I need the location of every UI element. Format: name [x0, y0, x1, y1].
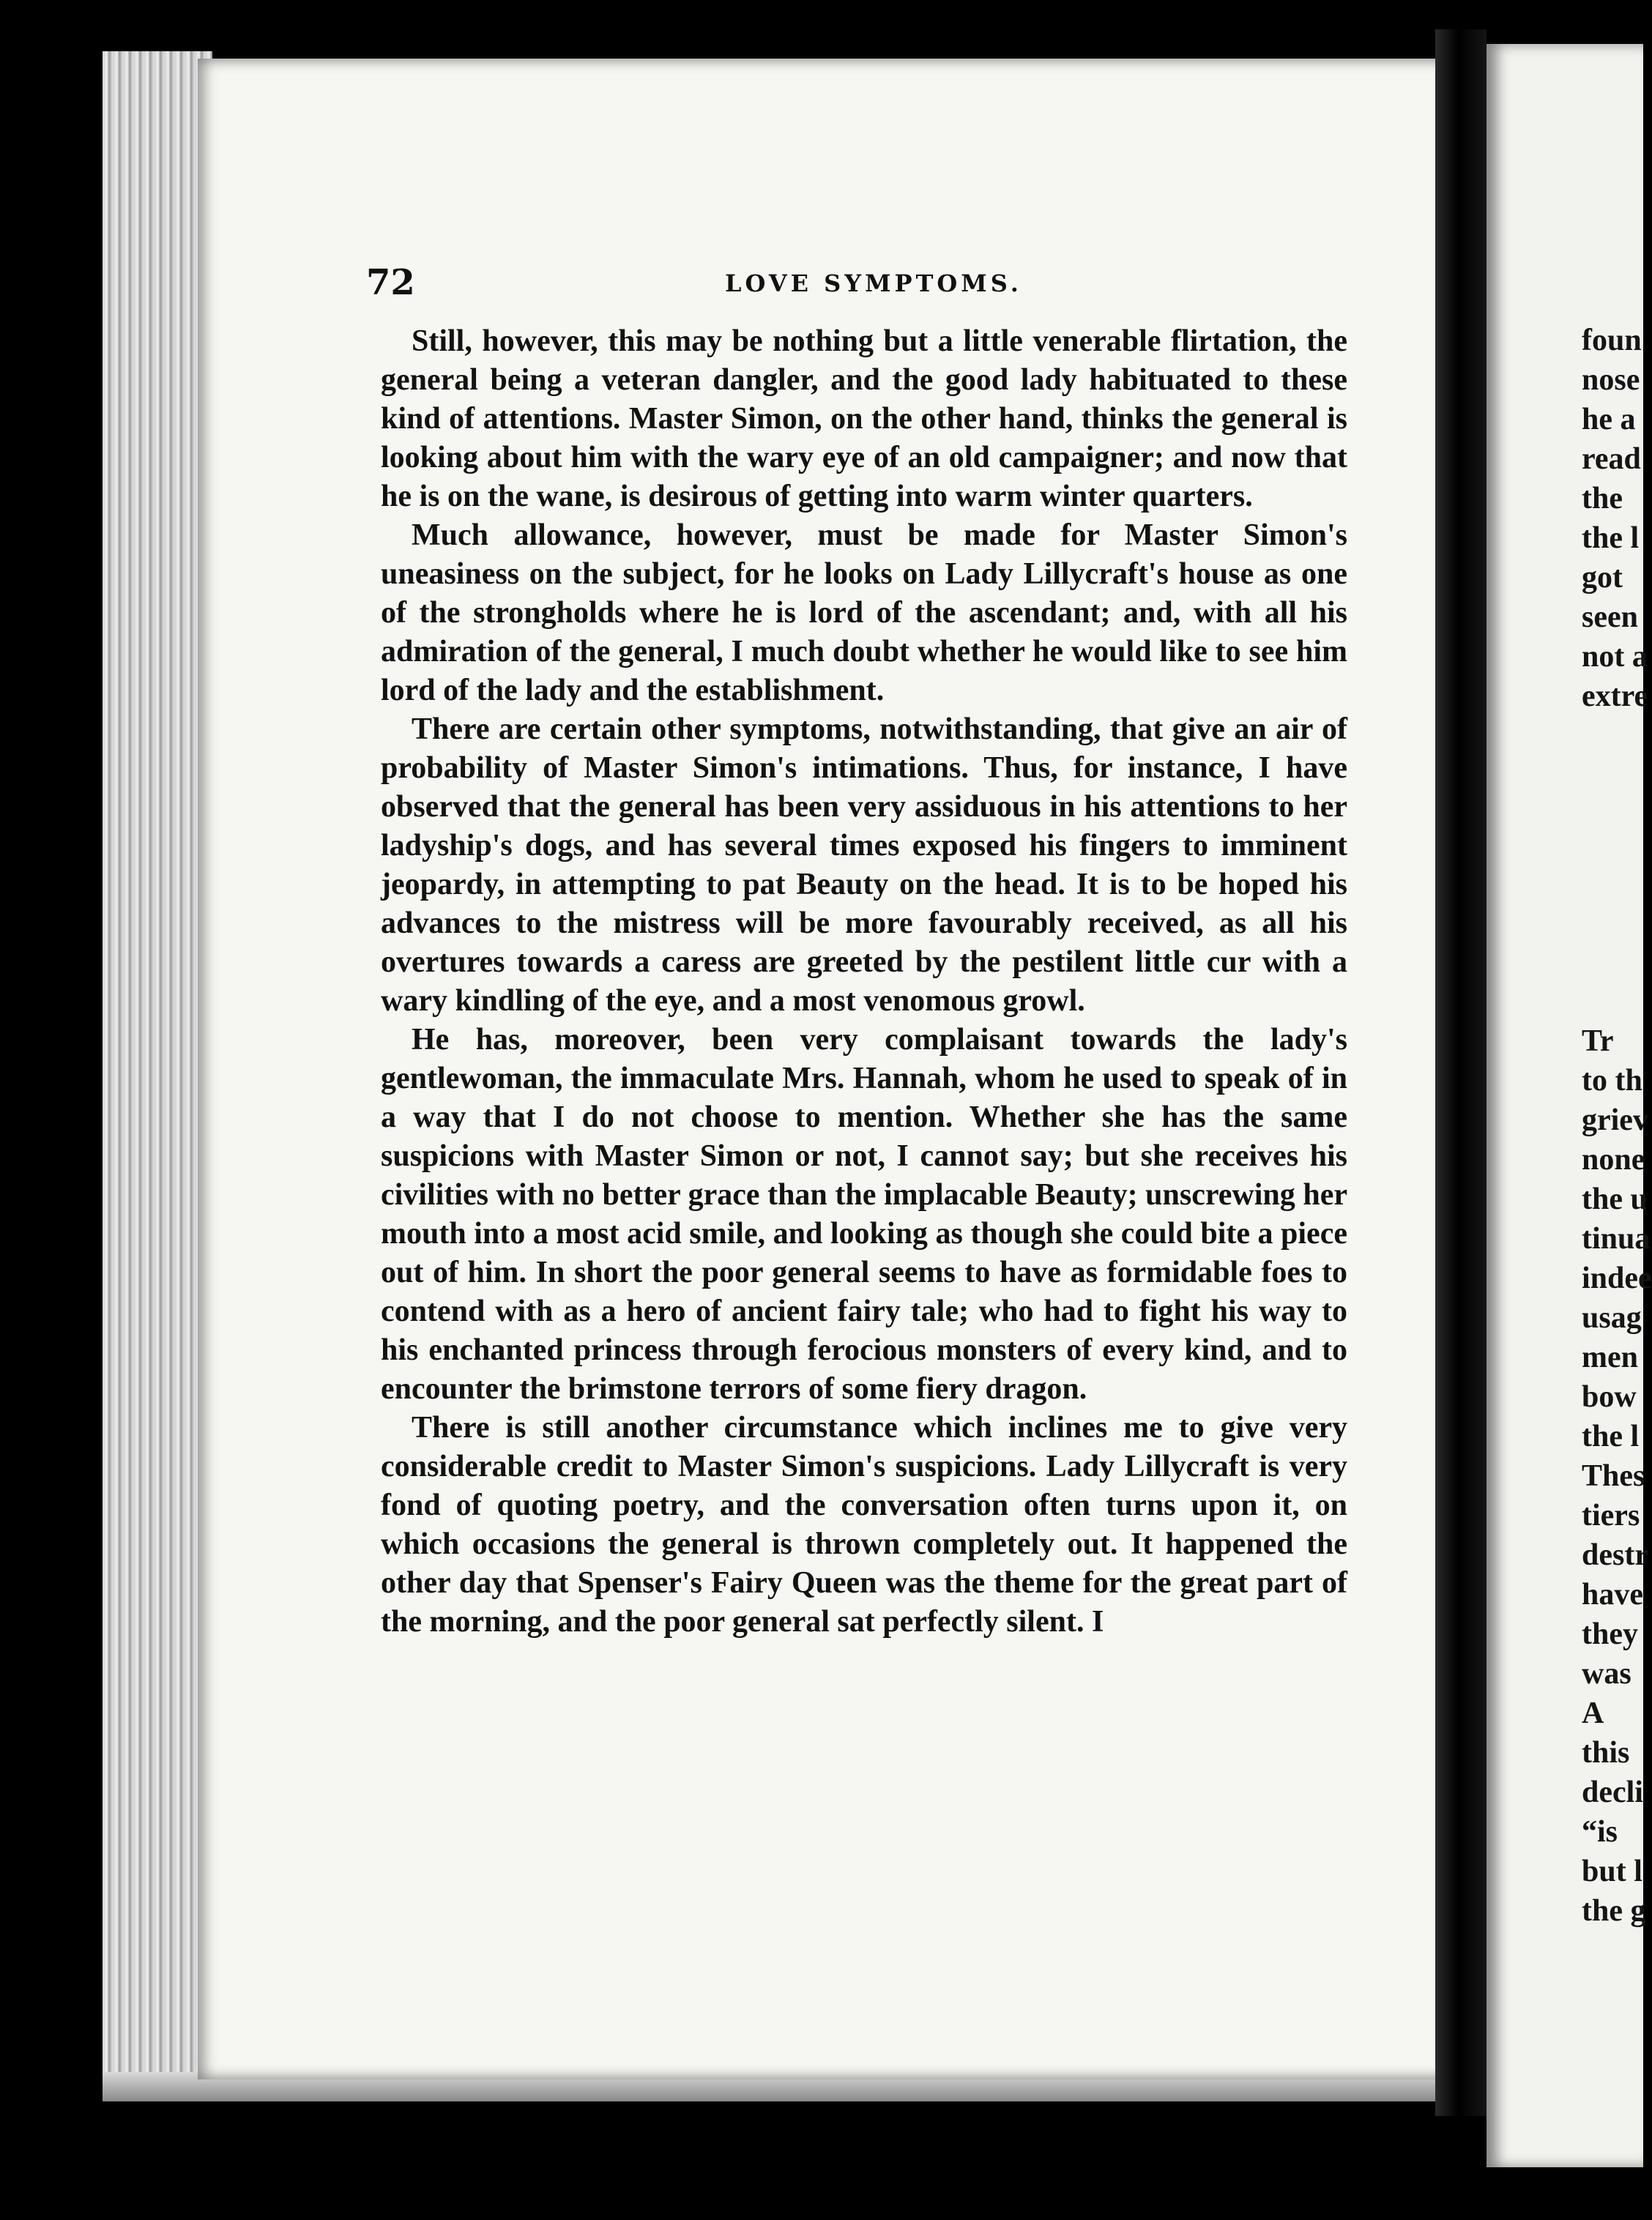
paragraph: There are certain other symptoms, notwithstanding, that give an air of probability of Master Simon's intimations. Thus, for instance, I have observed that the general has been very assiduous in his attentions to her ladyship's dogs, and has several times exposed his fingers to imminent jeopardy, in attempting to pat Beauty on the head. It is to be hoped his advances to the mistress will be more favourably received, as all his overtures towards a caress are greeted by the pestilent little cur with a wary kindling of the eye, and a most venomous growl. — [381, 712, 1347, 1018]
facing-line: the l — [1582, 521, 1640, 555]
facing-line: the u — [1582, 1182, 1648, 1216]
running-title: LOVE SYMPTOMS. — [725, 269, 1022, 297]
facing-line: tiers — [1582, 1499, 1640, 1532]
facing-line: usag — [1582, 1301, 1642, 1335]
facing-page-upper-column — [1582, 321, 1648, 716]
facing-line: decli — [1582, 1776, 1643, 1809]
facing-page-lower-column — [1582, 1021, 1652, 1931]
paragraph: Much allowance, however, must be made for Master Simon's uneasiness on the subject, for he looks on Lady Lillycraft's house as one of the strongholds where he is lord of the ascendant; and, with all his admiration of the general, I much doubt whether he would like to see him lord of the lady and the establishment. — [381, 518, 1347, 707]
facing-line: seen — [1582, 600, 1638, 634]
facing-line: the g — [1582, 1894, 1646, 1928]
facing-line: indee — [1582, 1262, 1652, 1295]
facing-line: Thes — [1582, 1459, 1645, 1493]
facing-line: foun — [1582, 324, 1642, 357]
facing-line: they — [1582, 1617, 1638, 1651]
facing-line: was — [1582, 1657, 1631, 1691]
paragraph: He has, moreover, been very complaisant towards the lady's gentlewoman, the immaculate Mrs. Hannah, whom he used to speak of in a way that I do not choose to mention. Whether she has the same suspicions with Master Simon or not, I cannot say; but she receives his civilities with no better grace than the implacable Beauty; unscrewing her mouth into a most acid smile, and looking as though she could bite a piece out of him. In short the poor general seems to have as formidable foes to contend with as a hero of ancient fairy tale; who had to fight his way to his enchanted princess through ferocious monsters of every kind, and to encounter the brimstone terrors of some fiery dragon. — [381, 1023, 1347, 1406]
page-edge-stack — [103, 51, 212, 2087]
facing-line: the l — [1582, 1420, 1640, 1453]
facing-line: extre — [1582, 679, 1648, 713]
facing-line: the — [1582, 482, 1623, 515]
page-number: 72 — [366, 262, 415, 303]
paragraph: Still, however, this may be nothing but a little venerable flirtation, the general being a veteran dangler, and the good lady habituated to these kind of attentions. Master Simon, on the other hand, thinks the general is looking about him with the wary eye of an old campaigner; and now that he is on the wane, is desirous of getting into warm winter quarters. — [381, 324, 1347, 513]
running-head — [366, 262, 1362, 306]
facing-line: not a — [1582, 640, 1648, 674]
facing-line: have — [1582, 1578, 1643, 1612]
page-body-text — [381, 322, 1347, 1955]
facing-line: read — [1582, 442, 1641, 476]
facing-line: “is — [1582, 1815, 1618, 1849]
facing-line: Tr — [1582, 1024, 1614, 1058]
facing-line: he a — [1582, 403, 1636, 436]
facing-line: this — [1582, 1736, 1630, 1770]
facing-line: men — [1582, 1341, 1638, 1374]
facing-line: tinua — [1582, 1222, 1651, 1256]
facing-line: but l — [1582, 1855, 1642, 1888]
facing-line: nose — [1582, 363, 1640, 397]
facing-line: got — [1582, 561, 1623, 595]
facing-line: griev — [1582, 1103, 1648, 1137]
facing-line: to th — [1582, 1064, 1642, 1098]
facing-line: bow — [1582, 1380, 1637, 1414]
facing-line: none — [1582, 1143, 1645, 1177]
book-gutter — [1435, 29, 1487, 2116]
facing-line: A — [1582, 1696, 1604, 1730]
paragraph: There is still another circumstance which inclines me to give very considerable credit to Master Simon's suspicions. Lady Lillycraft is very fond of quoting poetry, and the conversation often turns upon it, on which occasions the general is thrown completely out. It happened the other day that Spenser's Fairy Queen was the theme for the great part of the morning, and the poor general sat perfectly silent. I — [381, 1411, 1347, 1639]
facing-line: destr — [1582, 1538, 1648, 1572]
